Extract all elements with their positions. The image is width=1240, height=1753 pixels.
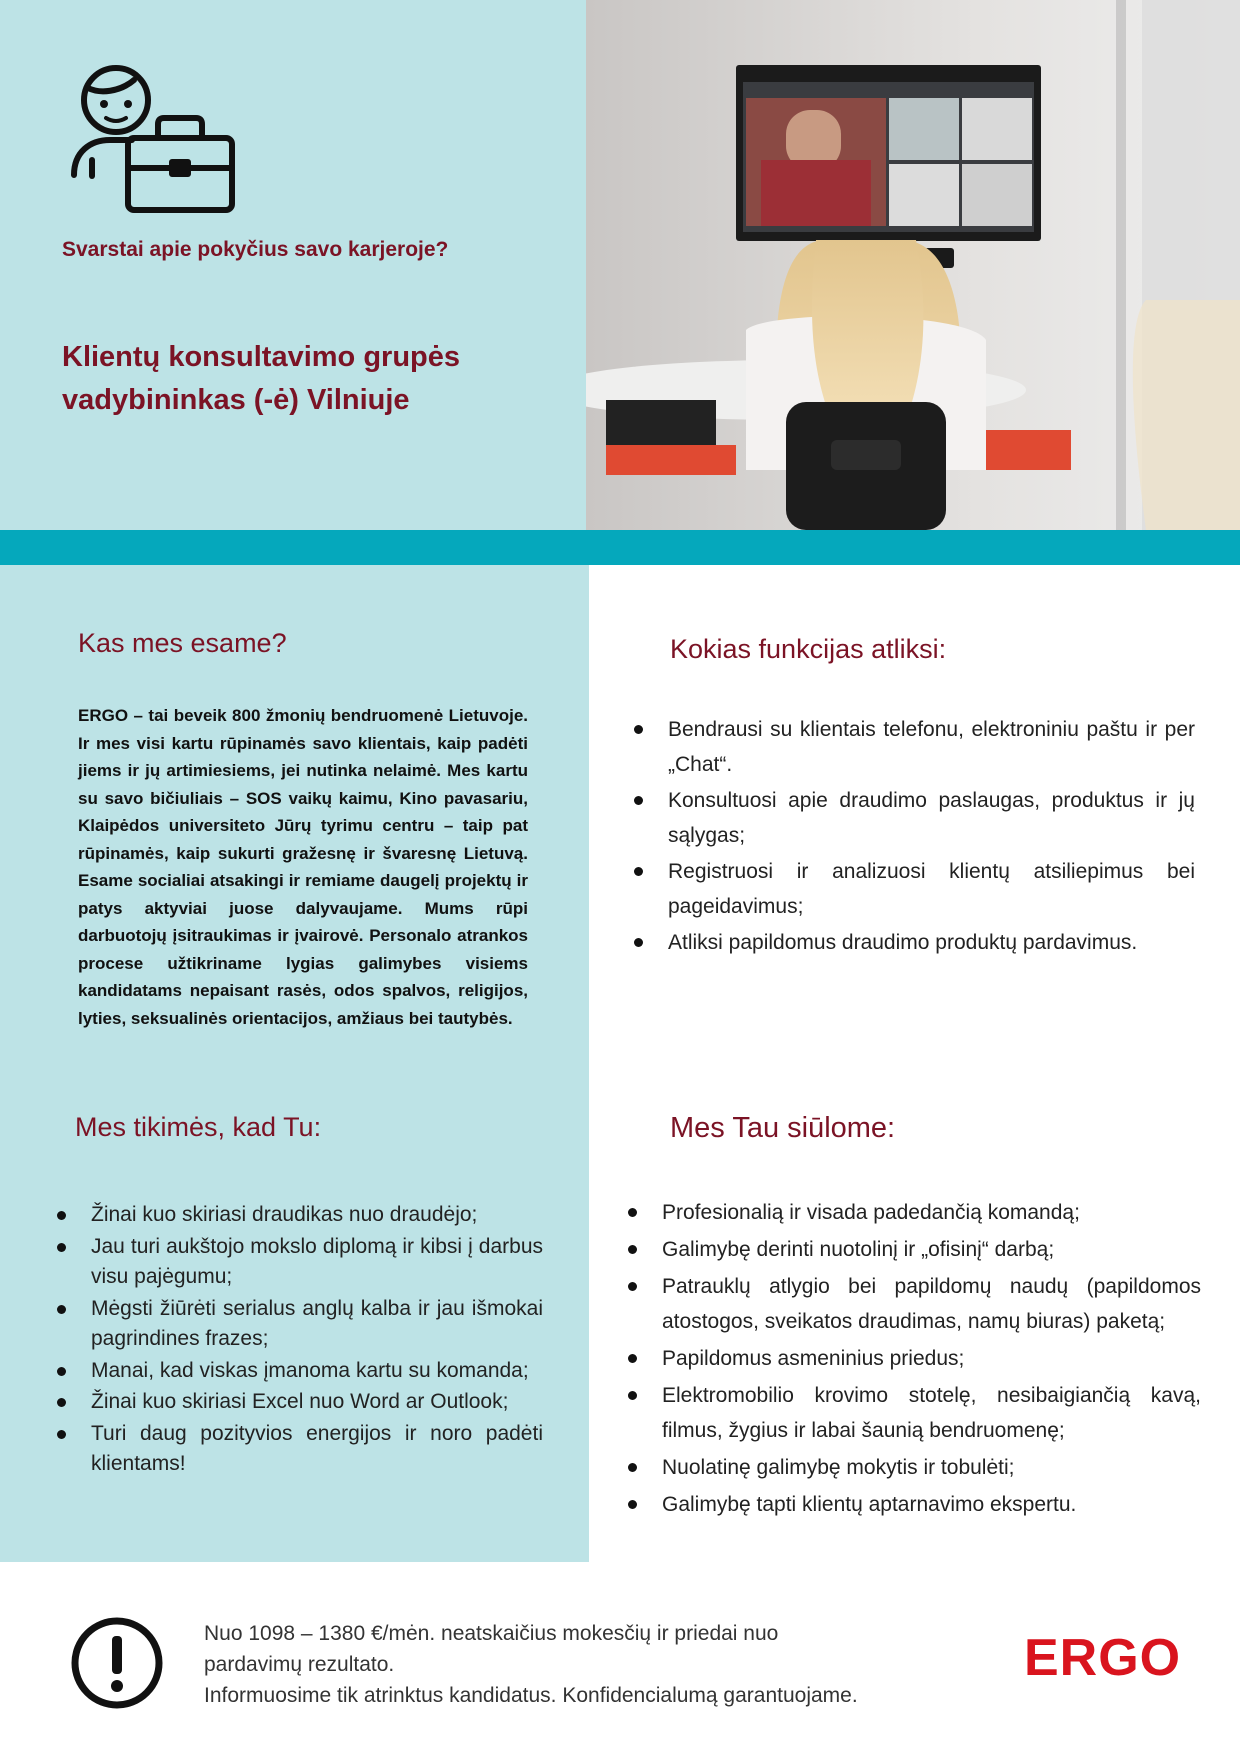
list-item: Žinai kuo skiriasi draudikas nuo draudėjo; [55, 1200, 543, 1231]
list-item: Turi daug pozityvios energijos ir noro padėti klientams! [55, 1419, 543, 1480]
list-item: Galimybę tapti klientų aptarnavimo ekspertu. [626, 1487, 1201, 1522]
career-question: Svarstai apie pokyčius savo karjeroje? [62, 238, 449, 261]
list-item: Patrauklų atlygio bei papildomų naudų (papildomos atostogos, sveikatos draudimas, namų biuras) paketą; [626, 1269, 1201, 1339]
video-conference-photo [586, 0, 1240, 530]
list-item: Profesionalią ir visada padedančią komandą; [626, 1195, 1201, 1230]
list-item: Manai, kad viskas įmanoma kartu su komanda; [55, 1356, 543, 1387]
list-item: Konsultuosi apie draudimo paslaugas, produktus ir jų sąlygas; [632, 783, 1195, 853]
salary-line2: pardavimų rezultato. [204, 1653, 395, 1676]
list-item: Žinai kuo skiriasi Excel nuo Word ar Outlook; [55, 1387, 543, 1418]
expect-heading: Mes tikimės, kad Tu: [75, 1112, 322, 1142]
notice-text: Informuosime tik atrinktus kandidatus. Konfidencialumą garantuojame. [204, 1684, 858, 1707]
list-item: Jau turi aukštojo mokslo diplomą ir kibsi į darbus visu pajėgumu; [55, 1232, 543, 1293]
list-item: Registruosi ir analizuosi klientų atsiliepimus bei pageidavimus; [632, 854, 1195, 924]
list-item: Galimybę derinti nuotolinį ir „ofisinį“ darbą; [626, 1232, 1201, 1267]
who-heading: Kas mes esame? [78, 628, 287, 658]
salary-line1: Nuo 1098 – 1380 €/mėn. neatskaičius mokesčių ir priedai nuo [204, 1622, 779, 1645]
list-item: Papildomus asmeninius priedus; [626, 1341, 1201, 1376]
list-item: Atliksi papildomus draudimo produktų pardavimus. [632, 925, 1195, 960]
offer-list [626, 1195, 1201, 1524]
list-item: Bendrausi su klientais telefonu, elektroniniu paštu ir per „Chat“. [632, 712, 1195, 782]
duties-heading: Kokias funkcijas atliksi: [670, 634, 947, 664]
who-text: ERGO – tai beveik 800 žmonių bendruomenė Lietuvoje. Ir mes visi kartu rūpinamės savo klientais, kaip padėti jiems ir jų artimiesiems, jei nutinka nelaimė. Mes kartu su savo bičiuliais – SOS vaikų kaimu, Kino pavasariu, Klaipėdos universiteto Jūrų tyrimu centru – taip pat rūpinamės, kaip sukurti gražesnę ir švaresnę Lietuvą. Esame socialiai atsakingi ir remiame daugelį projektų ir patys aktyviai juose dalyvaujame. Mums rūpi darbuotojų įsitraukimas ir įvairovė. Personalo atrankos procese užtikriname lygias galimybes visiems kandidatams nepaisant rasės, odos spalvos, religijos, lyties, seksualinės orientacijos, amžiaus bei tautybės. [78, 706, 528, 1028]
job-title [62, 336, 562, 422]
duties-list [632, 712, 1195, 961]
person-with-briefcase-icon [70, 60, 235, 220]
job-title-line2: vadybininkas (-ė) Vilniuje [62, 384, 410, 416]
expect-list [55, 1200, 543, 1481]
job-title-line1: Klientų konsultavimo grupės [62, 341, 460, 373]
list-item: Elektromobilio krovimo stotelę, nesibaigiančią kavą, filmus, žygius ir labai šaunią bendruomenę; [626, 1378, 1201, 1448]
ergo-logo: ERGO [1024, 1629, 1182, 1687]
exclamation-circle-icon [70, 1616, 164, 1710]
list-item: Nuolatinę galimybę mokytis ir tobulėti; [626, 1450, 1201, 1485]
footer-text [204, 1618, 964, 1711]
offer-heading: Mes Tau siūlome: [670, 1112, 896, 1144]
list-item: Mėgsti žiūrėti serialus anglų kalba ir jau išmokai pagrindines frazes; [55, 1294, 543, 1355]
divider-band [0, 530, 1240, 565]
